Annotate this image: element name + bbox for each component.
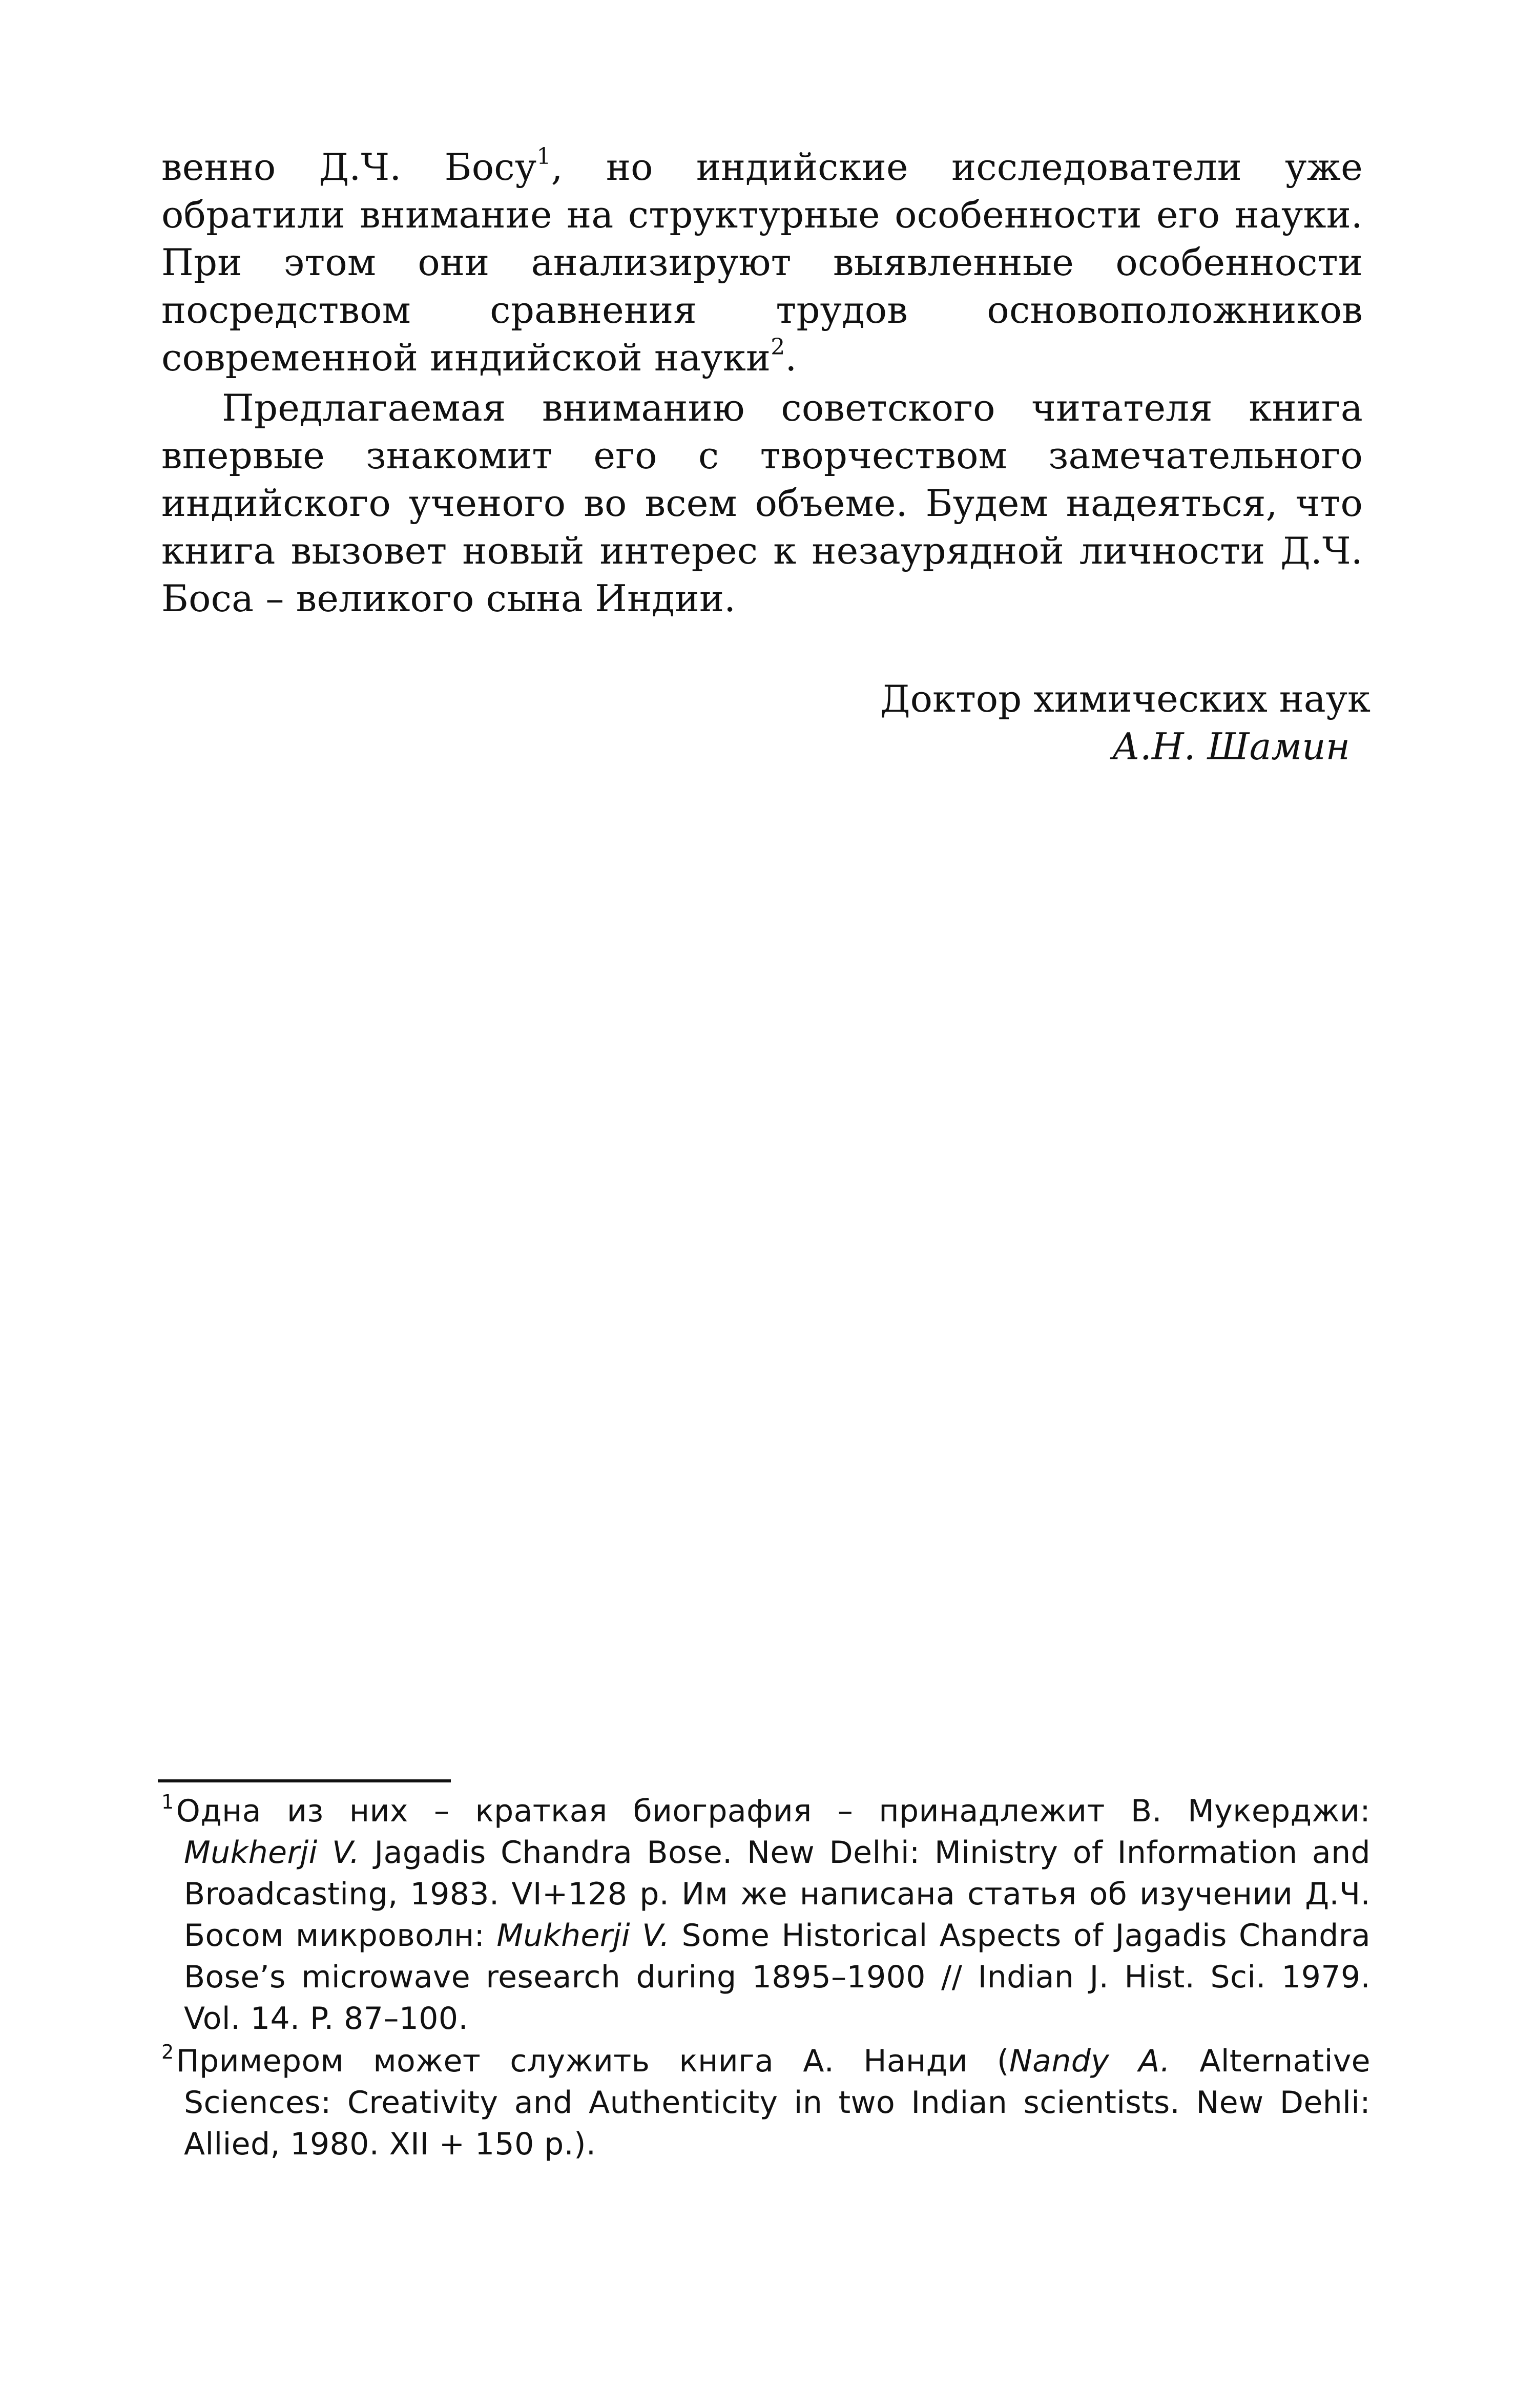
paragraph-1-part-b: , но индийские исследователи уже обратили внимание на структурные особенности его науки. При этом они анализируют выявленные особенности посредством сравнения трудов основоположников современной индийской науки [161, 146, 1363, 379]
paragraph-1 [161, 143, 1363, 382]
footnote-2 [161, 2041, 1370, 2165]
footnote-2-text-2: Alternative Sciences: Creativity and Authenticity in two Indian scientists. New Dehli: Allied, 1980. XII + 150 p.). [184, 2043, 1370, 2162]
footnote-marker-1: 1 [161, 1791, 174, 1813]
footnote-1 [161, 1791, 1370, 2040]
footnote-1-text-1: Одна из них – краткая биография – принадлежит В. Мукерджи: [176, 1793, 1370, 1829]
paragraph-2: Предлагаемая вниманию советского читателя книга впервые знакомит его с творчеством замечательного индийского ученого во всем объеме. Будем надеяться, что книга вызовет новый интерес к незаурядной личности Д.Ч. Боса – великого сына Индии. [161, 386, 1363, 620]
paragraph-1-part-c: . [785, 336, 797, 379]
footnote-ref-2[interactable]: 2 [771, 334, 785, 360]
footnote-2-text-1: Примером может служить книга А. Нанди ( [176, 2043, 1009, 2079]
body-text [161, 143, 1363, 622]
paragraph-1-part-a: венно Д.Ч. Босу [161, 146, 537, 189]
footnotes [161, 1791, 1370, 2165]
signature-title: Доктор химических наук [880, 677, 1370, 720]
footnote-2-author: Nandy A. [1009, 2043, 1171, 2079]
footnote-1-text-3: Some Historical Aspects of Jagadis Chandra Bose’s microwave research during 1895–1900 // Indian J. Hist. Sci. 1979. Vol. 14. P. 87–100. [184, 1918, 1370, 2037]
footnote-1-author-2: Mukherji V. [496, 1918, 670, 1954]
main-text [161, 143, 1363, 622]
footnote-1-author-1: Mukherji V. [184, 1835, 360, 1871]
footnote-marker-2: 2 [161, 2041, 174, 2063]
footnote-ref-1[interactable]: 1 [536, 143, 551, 170]
footnote-1-text-2: Jagadis Chandra Bose. New Delhi: Ministry of Information and Broadcasting, 1983. VI+128 p. Им же написана статья об изучении Д.Ч. Босом микроволн: [184, 1835, 1370, 1954]
signature-name: А.Н. Шамин [1112, 725, 1350, 768]
footnote-divider [158, 1779, 451, 1782]
signature [161, 675, 1370, 771]
